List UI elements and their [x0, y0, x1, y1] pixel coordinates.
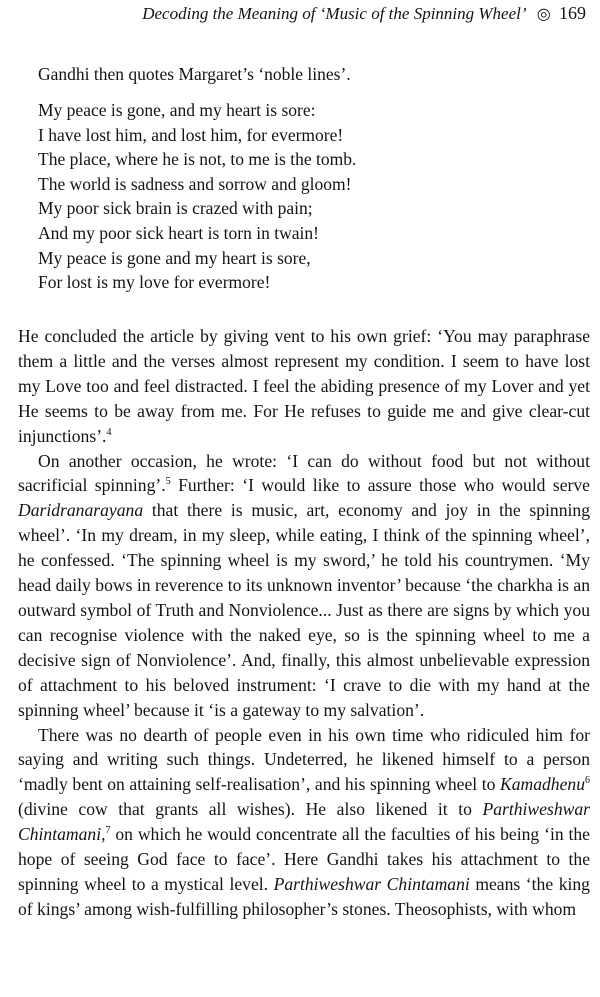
footnote-ref-5[interactable]: 5 — [165, 476, 171, 488]
page-number: 169 — [559, 3, 586, 23]
footnote-ref-7[interactable]: 7 — [105, 825, 111, 837]
poem-line: And my poor sick heart is torn in twain! — [38, 222, 319, 243]
paragraph-text: , — [101, 824, 106, 845]
footnote-ref-6[interactable]: 6 — [585, 775, 590, 787]
paragraph-text: There was no dearth of people even in his own time who ridiculed him for saying and writing such things. Undeterred, he likened himself to a person ‘madly bent on attaining self-realisation’, and his spinning wheel to — [18, 724, 590, 795]
paragraph-text: on which he would concentrate all the faculties of his being ‘in the hope of seeing God face to face’. Here Gandhi takes his attachment to the spinning wheel to a mystical level. — [18, 824, 590, 894]
poem-line: The world is sadness and sorrow and gloom! — [38, 173, 352, 194]
paragraph-3 — [18, 723, 590, 922]
footnote-ref-4[interactable]: 4 — [106, 426, 112, 438]
paragraph-text: Further: ‘I would like to assure those who would serve — [170, 475, 590, 496]
italic-term: Daridranarayana — [18, 500, 144, 521]
running-header — [20, 2, 586, 26]
paragraph-text: (divine cow that grants all wishes). He also likened it to — [18, 799, 483, 820]
paragraph-1 — [18, 324, 590, 449]
poem-line: For lost is my love for evermore! — [38, 272, 271, 293]
paragraph-text: means ‘the king of kings’ among wish-fulfilling philosopher’s stones. Theosophists, with whom — [18, 873, 590, 919]
poem-block — [38, 98, 578, 295]
paragraph-text: that there is music, art, economy and joy in the spinning wheel’. ‘In my dream, in my sleep, while eating, I think of the spinning wheel’, he confessed. ‘The spinning wheel is my sword,’ he told his countrymen. ‘My head daily bows in reverence to its unknown inventor’ because ‘the charkha is an outward symbol of Truth and Nonviolence... Just as there are signs by which you can recognise violence with the naked eye, so is the spinning wheel to me a decisive sign of Nonviolence’. And, finally, this almost unbelievable expression of attachment to his beloved instrument: ‘I crave to die with my hand at the spinning wheel’ because it ‘is a gateway to my salvation’. — [18, 500, 590, 720]
body-text — [18, 324, 590, 922]
paragraph-text: On another occasion, he wrote: ‘I can do without food but not without sacrificial spinning’. — [18, 450, 590, 496]
intro-line: Gandhi then quotes Margaret’s ‘noble lines’. — [38, 64, 351, 84]
paragraph-text: He concluded the article by giving vent to his own grief: ‘You may paraphrase them a little and the verses almost represent my condition. I seem to have lost my Love too and feel distracted. I feel the abiding presence of my Lover and yet He seems to be away from me. For He refuses to guide me and give clear-cut injunctions’. — [18, 326, 590, 446]
poem-line: I have lost him, and lost him, for evermore! — [38, 124, 344, 145]
running-title: Decoding the Meaning of ‘Music of the Spinning Wheel’ — [142, 4, 527, 23]
poem-line: The place, where he is not, to me is the tomb. — [38, 149, 357, 170]
italic-term: Parthiweshwar Chintamani — [273, 873, 470, 894]
italic-term: Kamadhenu — [499, 774, 585, 795]
poem-line: My peace is gone and my heart is sore, — [38, 247, 311, 268]
header-ornament-icon: ◎ — [536, 6, 551, 23]
poem-line: My peace is gone, and my heart is sore: — [38, 100, 316, 120]
paragraph-2 — [18, 449, 590, 723]
italic-term: Parthiweshwar Chintamani — [18, 799, 590, 845]
poem-line: My poor sick brain is crazed with pain; — [38, 198, 313, 219]
